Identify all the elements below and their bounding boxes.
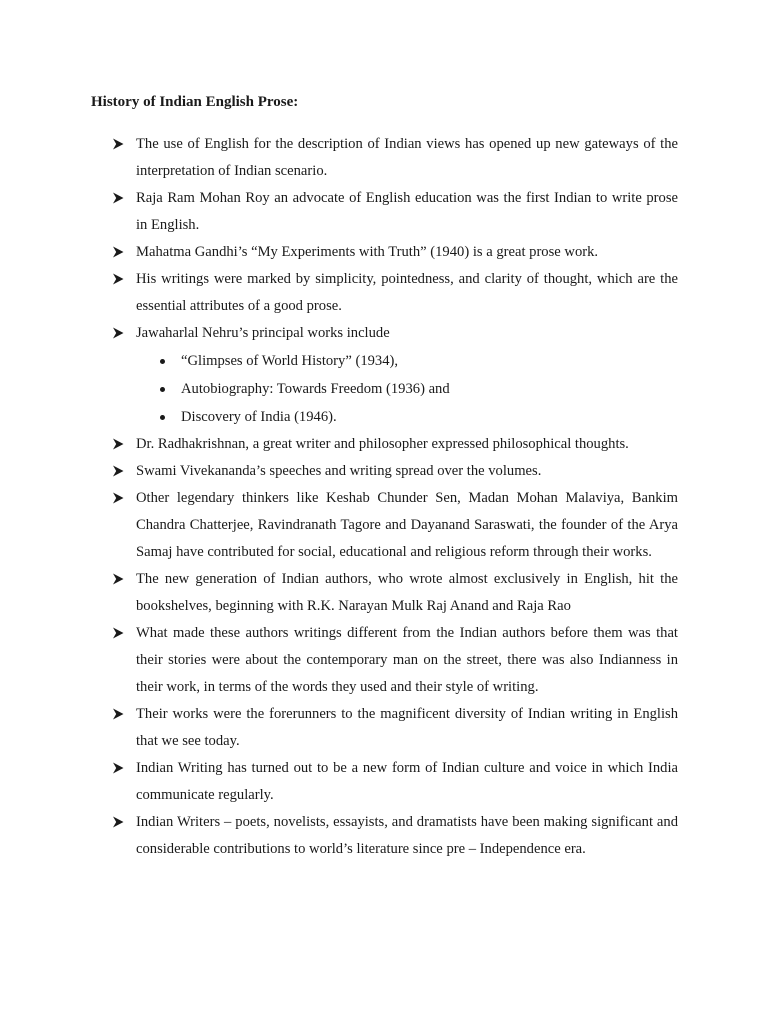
list-item-text: The new generation of Indian authors, who wrote almost exclusively in English, hit the bookshelves, beginning with R.K. Narayan Mulk Raj Anand and Raja Rao [136,571,678,614]
bullet-dot-icon [160,387,165,392]
arrowhead-bullet-icon [112,327,124,339]
arrowhead-bullet-icon [112,627,124,639]
list-item [112,566,678,620]
list-item [112,485,678,566]
list-item-text: Indian Writers – poets, novelists, essayists, and dramatists have been making significant and considerable contributions to world’s literature since pre – Independence era. [136,814,678,857]
list-item-text: Dr. Radhakrishnan, a great writer and philosopher expressed philosophical thoughts. [136,436,629,452]
arrowhead-bullet-icon [112,708,124,720]
arrowhead-bullet-icon [112,573,124,585]
list-item-text: Swami Vivekananda’s speeches and writing spread over the volumes. [136,463,542,479]
sub-list-item [136,347,678,375]
list-item [112,131,678,185]
sub-list-item-text: “Glimpses of World History” (1934), [181,353,399,369]
arrowhead-bullet-icon [112,246,124,258]
arrowhead-bullet-icon [112,465,124,477]
list-item-text: Their works were the forerunners to the magnificent diversity of Indian writing in English that we see today. [136,706,678,749]
list-item-text: The use of English for the description of Indian views has opened up new gateways of the interpretation of Indian scenario. [136,136,678,179]
list-item-text: Indian Writing has turned out to be a new form of Indian culture and voice in which India communicate regularly. [136,760,678,803]
arrowhead-bullet-icon [112,762,124,774]
list-item [112,266,678,320]
arrowhead-bullet-icon [112,816,124,828]
list-item [112,620,678,701]
list-item [112,239,678,266]
list-item-text: What made these authors writings different from the Indian authors before them was that their stories were about the contemporary man on the street, there was also Indianness in their work, in terms of the words they used and their style of writing. [136,625,678,695]
arrowhead-bullet-icon [112,492,124,504]
list-item [112,701,678,755]
list-item [112,320,678,431]
list-item-text: His writings were marked by simplicity, pointedness, and clarity of thought, which are the essential attributes of a good prose. [136,271,678,314]
list-item [112,755,678,809]
list-item [112,431,678,458]
sub-list-item-text: Autobiography: Towards Freedom (1936) and [181,381,450,397]
nehru-works-list [136,347,678,431]
arrowhead-bullet-icon [112,273,124,285]
list-item-text: Other legendary thinkers like Keshab Chunder Sen, Madan Mohan Malaviya, Bankim Chandra Chatterjee, Ravindranath Tagore and Dayanand Saraswati, the founder of the Arya Samaj have contributed for social, educational and religious reform through their works. [136,490,678,560]
list-item [112,458,678,485]
list-item [112,185,678,239]
page-title: History of Indian English Prose: [91,94,299,110]
list-item [112,809,678,863]
sub-list-item [136,403,678,431]
bullet-dot-icon [160,415,165,420]
prose-history-list [112,131,678,863]
arrowhead-bullet-icon [112,438,124,450]
bullet-dot-icon [160,359,165,364]
arrowhead-bullet-icon [112,138,124,150]
arrowhead-bullet-icon [112,192,124,204]
list-item-text: Jawaharlal Nehru’s principal works include [136,325,390,341]
list-item-text: Raja Ram Mohan Roy an advocate of English education was the first Indian to write prose in English. [136,190,678,233]
list-item-text: Mahatma Gandhi’s “My Experiments with Truth” (1940) is a great prose work. [136,244,599,260]
sub-list-item [136,375,678,403]
sub-list-item-text: Discovery of India (1946). [181,409,337,425]
